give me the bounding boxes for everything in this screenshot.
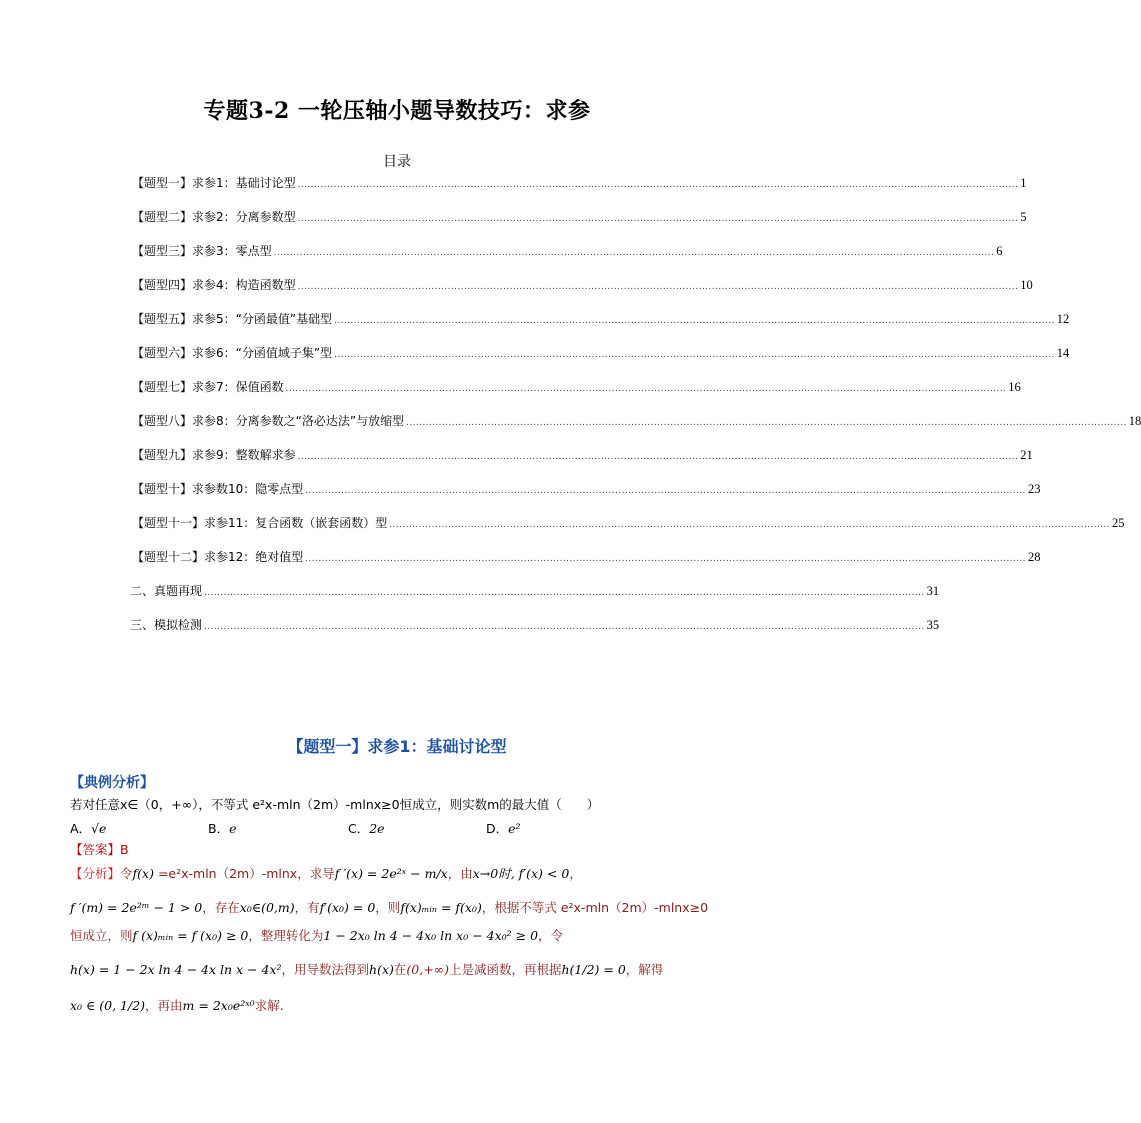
analysis-math: h(x) <box>369 962 394 977</box>
analysis-math: x₀ ∈ (0, 1/2) <box>70 998 146 1013</box>
analysis-text: ，由 <box>447 866 473 881</box>
analysis-text: 求解. <box>254 998 284 1013</box>
toc-leader-dots: ............................................................................................................................................................................................................................. <box>334 350 1055 360</box>
example-label: 【典例分析】 <box>70 775 154 791</box>
toc-leader-dots: ............................................................................................................................................................................................................................. <box>285 384 1007 394</box>
analysis-math: h(x) = 1 − 2x ln 4 − 4x ln x − 4x² <box>70 962 282 977</box>
toc-item-label: 【题型五】求参5：“分函最值”基础型 <box>132 312 333 326</box>
toc-leader-dots: ............................................................................................................................................................................................................................. <box>297 452 1019 462</box>
toc-item-page: 14 <box>1056 346 1070 360</box>
toc-item[interactable] <box>130 616 940 634</box>
analysis-text: ，根据不等式 e²x-mln（2m）-mlnx≥0 <box>481 900 709 915</box>
toc-item[interactable] <box>132 514 1125 532</box>
toc-item-label: 【题型八】求参8：分离参数之“洛必达法”与放缩型 <box>132 414 405 428</box>
analysis-text: ，令 <box>538 928 564 943</box>
toc-item[interactable] <box>132 480 1041 498</box>
toc-leader-dots: ............................................................................................................................................................................................................................. <box>305 486 1026 496</box>
toc-leader-dots: ............................................................................................................................................................................................................................. <box>273 248 995 258</box>
toc-item-label: 二、真题再现 <box>130 584 203 598</box>
choice-a <box>70 819 106 837</box>
analysis-line-4 <box>70 960 663 978</box>
toc-item[interactable] <box>132 276 1033 294</box>
toc-item-label: 三、模拟检测 <box>130 618 203 632</box>
analysis-math: f(x) <box>132 866 154 881</box>
toc-item-label: 【题型十一】求参11：复合函数（嵌套函数）型 <box>132 516 388 530</box>
analysis-text: ，则 <box>375 900 401 915</box>
analysis-math: f ′(m) = 2e²ᵐ − 1 > 0 <box>70 900 203 915</box>
choice-c <box>348 819 385 837</box>
choice-b <box>208 819 236 837</box>
page-title: 专题3-2 一轮压轴小题导数技巧：求参 <box>203 98 591 124</box>
toc-item-label: 【题型二】求参2：分离参数型 <box>132 210 296 224</box>
toc-leader-dots: ............................................................................................................................................................................................................................. <box>389 520 1110 530</box>
analysis-line-1 <box>70 864 582 882</box>
choice-value: e <box>229 821 237 836</box>
toc-item[interactable] <box>132 344 1070 362</box>
toc-item[interactable] <box>130 582 940 600</box>
analysis-math: f(x)ₘᵢₙ = f(x₀) <box>400 900 482 915</box>
choice-value: √e <box>91 821 107 836</box>
analysis-text: ，存在 <box>202 900 240 915</box>
toc-heading: 目录 <box>383 154 411 170</box>
toc-item-page: 1 <box>1020 176 1027 190</box>
toc-leader-dots: ............................................................................................................................................................................................................................. <box>297 180 1019 190</box>
question-text: 若对任意x∈（0，+∞），不等式 e²x-mln（2m）-mlnx≥0恒成立，则实数m的最大值（ ） <box>70 797 600 812</box>
toc-item[interactable] <box>132 174 1027 192</box>
analysis-text: ，整理转化为 <box>248 928 324 943</box>
choice-letter: C． <box>348 821 370 836</box>
toc-item-page: 6 <box>996 244 1003 258</box>
section-heading: 【题型一】求参1：基础讨论型 <box>287 737 507 756</box>
choice-letter: B． <box>208 821 230 836</box>
toc-item-page: 28 <box>1027 550 1041 564</box>
analysis-line-3 <box>70 926 563 944</box>
choice-letter: A． <box>70 821 92 836</box>
toc-item-label: 【题型九】求参9：整数解求参 <box>132 448 296 462</box>
analysis-text: 令 <box>120 866 133 881</box>
toc-leader-dots: ............................................................................................................................................................................................................................. <box>305 554 1026 564</box>
analysis-math: 1 − 2x₀ ln 4 − 4x₀ ln x₀ − 4x₀² ≥ 0 <box>323 928 539 943</box>
toc-leader-dots: ............................................................................................................................................................................................................................. <box>334 316 1055 326</box>
toc-leader-dots: ............................................................................................................................................................................................................................. <box>297 214 1019 224</box>
analysis-line-5 <box>70 996 284 1014</box>
toc-item[interactable] <box>132 208 1027 226</box>
toc-item-label: 【题型十】求参数10：隐零点型 <box>132 482 304 496</box>
answer-line: 【答案】B <box>70 842 129 857</box>
analysis-text: 恒成立，则 <box>70 928 133 943</box>
toc-item[interactable] <box>132 378 1021 396</box>
toc-item[interactable] <box>132 310 1070 328</box>
toc-item-label: 【题型七】求参7：保值函数 <box>132 380 284 394</box>
analysis-text: ，用导数法得到 <box>281 962 370 977</box>
toc-item-page: 16 <box>1008 380 1021 394</box>
toc-item-label: 【题型一】求参1：基础讨论型 <box>132 176 296 190</box>
analysis-math: x→0时, f′(x) < 0 <box>472 866 570 881</box>
toc-item[interactable] <box>132 412 1141 430</box>
analysis-label: 【分析】 <box>70 866 121 881</box>
analysis-math: (0,+∞) <box>406 962 449 977</box>
analysis-text: 在 <box>393 962 407 977</box>
toc-leader-dots: ............................................................................................................................................................................................................................. <box>406 418 1127 428</box>
toc-item-page: 23 <box>1027 482 1041 496</box>
toc-item-page: 12 <box>1056 312 1070 326</box>
choice-d <box>486 819 521 837</box>
toc-item-label: 【题型四】求参4：构造函数型 <box>132 278 296 292</box>
toc-item[interactable] <box>132 242 1003 260</box>
toc-leader-dots: ............................................................................................................................................................................................................................. <box>297 282 1019 292</box>
toc-item-label: 【题型三】求参3：零点型 <box>132 244 272 258</box>
toc-item-page: 21 <box>1020 448 1033 462</box>
choice-value: e² <box>508 821 521 836</box>
answer-choices <box>70 819 630 835</box>
analysis-text: ，再由 <box>145 998 183 1013</box>
toc-item-page: 31 <box>926 584 940 598</box>
analysis-math: x₀∈(0,m) <box>239 900 295 915</box>
analysis-text: ， <box>569 866 582 881</box>
toc-item-page: 10 <box>1020 278 1033 292</box>
analysis-text: ，有 <box>294 900 320 915</box>
analysis-text: =e²x-mln（2m）-mlnx，求导 <box>153 866 335 881</box>
analysis-line-2 <box>70 898 708 916</box>
analysis-math: f ′(x) = 2e²ˣ − m/x <box>334 866 448 881</box>
analysis-math: h(1/2) = 0 <box>561 962 626 977</box>
analysis-math: m = 2x₀e²ˣ⁰ <box>182 998 255 1013</box>
analysis-text: ，解得 <box>625 962 664 977</box>
choice-letter: D． <box>486 821 509 836</box>
analysis-math: f′(x₀) = 0 <box>319 900 376 915</box>
toc-item-page: 5 <box>1020 210 1027 224</box>
toc-item[interactable] <box>132 548 1041 566</box>
toc-item-page: 35 <box>926 618 940 632</box>
choice-value: 2e <box>369 821 385 836</box>
toc-item-page: 25 <box>1111 516 1125 530</box>
toc-item[interactable] <box>132 446 1033 464</box>
analysis-math: f (x)ₘᵢₙ = f (x₀) ≥ 0 <box>132 928 249 943</box>
toc-leader-dots: ............................................................................................................................................................................................................................. <box>204 588 925 598</box>
toc-leader-dots: ............................................................................................................................................................................................................................. <box>204 622 925 632</box>
toc-item-label: 【题型十二】求参12：绝对值型 <box>132 550 304 564</box>
analysis-text: 上是减函数，再根据 <box>448 962 562 977</box>
toc-item-label: 【题型六】求参6：“分函值域子集”型 <box>132 346 333 360</box>
toc-item-page: 18 <box>1128 414 1141 428</box>
